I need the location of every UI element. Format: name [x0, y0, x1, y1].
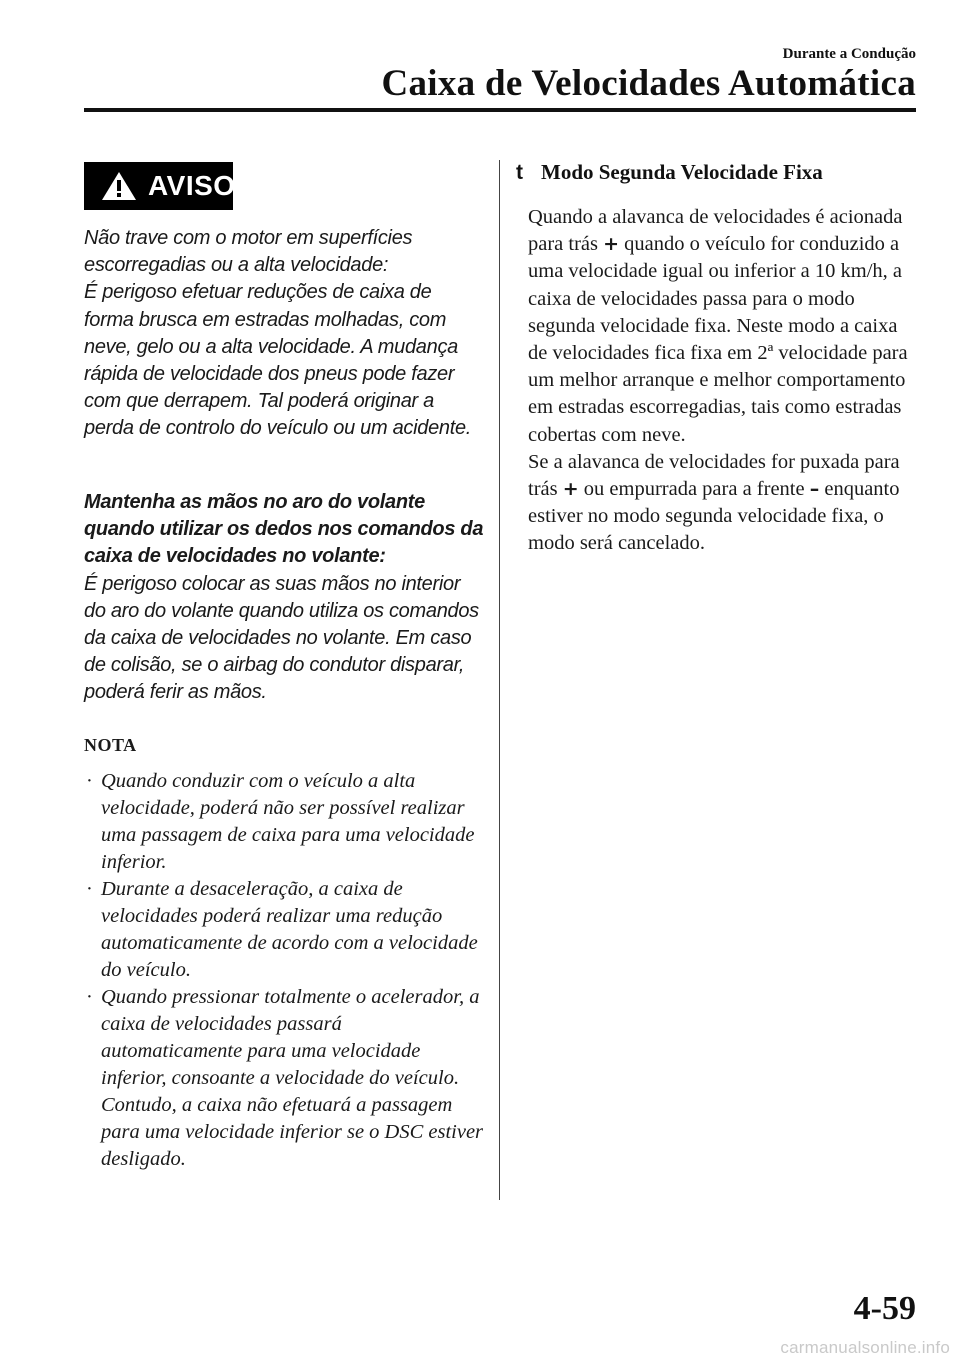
watermark: carmanualsonline.info [780, 1338, 950, 1357]
section-marker: t [516, 161, 523, 184]
warning-triangle-icon [100, 170, 138, 202]
subsection-body [528, 204, 920, 558]
warning-badge [84, 162, 236, 210]
subsection-heading [516, 160, 823, 185]
warning-block-1 [84, 225, 484, 443]
list-item: · Quando conduzir com o veículo a alta velocidade, poderá não ser possível realizar uma passagem de caixa para uma velocidade inferior. [86, 770, 475, 873]
warning-block-2 [84, 489, 484, 707]
warning-heading-2: Mantenha as mãos no aro do volante quando utilizar os dedos nos comandos da caixa de velocidades no volante: [84, 491, 484, 568]
section-label: Durante a Condução [782, 46, 916, 62]
nota-label: NOTA [84, 735, 137, 755]
plus-symbol-icon: + [562, 478, 579, 501]
plus-symbol-icon: + [603, 233, 620, 256]
list-item: · Durante a desaceleração, a caixa de velocidades poderá realizar uma redução automaticamente de acordo com a velocidade do veículo. [86, 878, 478, 981]
body-paragraph-2: Se a alavanca de velocidades for puxada para trás + ou empurrada para a frente – enquanto estiver no modo segunda velocidade fixa, o modo será cancelado. [528, 450, 900, 555]
page-number: 4-59 [853, 1290, 916, 1327]
list-item: · Quando pressionar totalmente o acelerador, a caixa de velocidades passará automaticamente para uma velocidade inferior, consoante a velocidade do veículo. Contudo, a caixa não efetuará a passagem para uma velocidade inferior se o DSC estiver desligado. [86, 986, 484, 1170]
body-paragraph-1: Quando a alavanca de velocidades é acionada para trás + quando o veículo for conduzido a uma velocidade igual ou inferior a 10 km/h, a caixa de velocidades passa para o modo segunda velocidade fixa. Neste modo a caixa de velocidades fica fixa em 2ª velocidade para um melhor arranque e melhor comportamento em estradas escorregadias, tais como estradas cobertas com neve. [528, 206, 908, 446]
warning-label: AVISO [148, 170, 236, 201]
warning-heading-1: Não trave com o motor em superfícies escorregadias ou a alta velocidade: [84, 227, 413, 277]
subsection-title: Modo Segunda Velocidade Fixa [541, 160, 823, 184]
column-divider [499, 160, 500, 1200]
warning-body-2: É perigoso colocar as suas mãos no interior do aro do volante quando utiliza os comandos da caixa de velocidades no volante. Em caso de colisão, se o airbag do condutor disparar, poderá ferir as mãos. [84, 572, 479, 704]
chapter-title: Caixa de Velocidades Automática [381, 63, 916, 104]
header-rule [84, 108, 916, 112]
nota-list [84, 768, 484, 1173]
minus-symbol-icon: – [809, 478, 820, 501]
warning-body-1: É perigoso efetuar reduções de caixa de forma brusca em estradas molhadas, com neve, gelo ou a alta velocidade. A mudança rápida de velocidade dos pneus pode fazer com que derrapem. Tal poderá originar a perda de controlo do veículo ou um acidente. [84, 281, 472, 440]
